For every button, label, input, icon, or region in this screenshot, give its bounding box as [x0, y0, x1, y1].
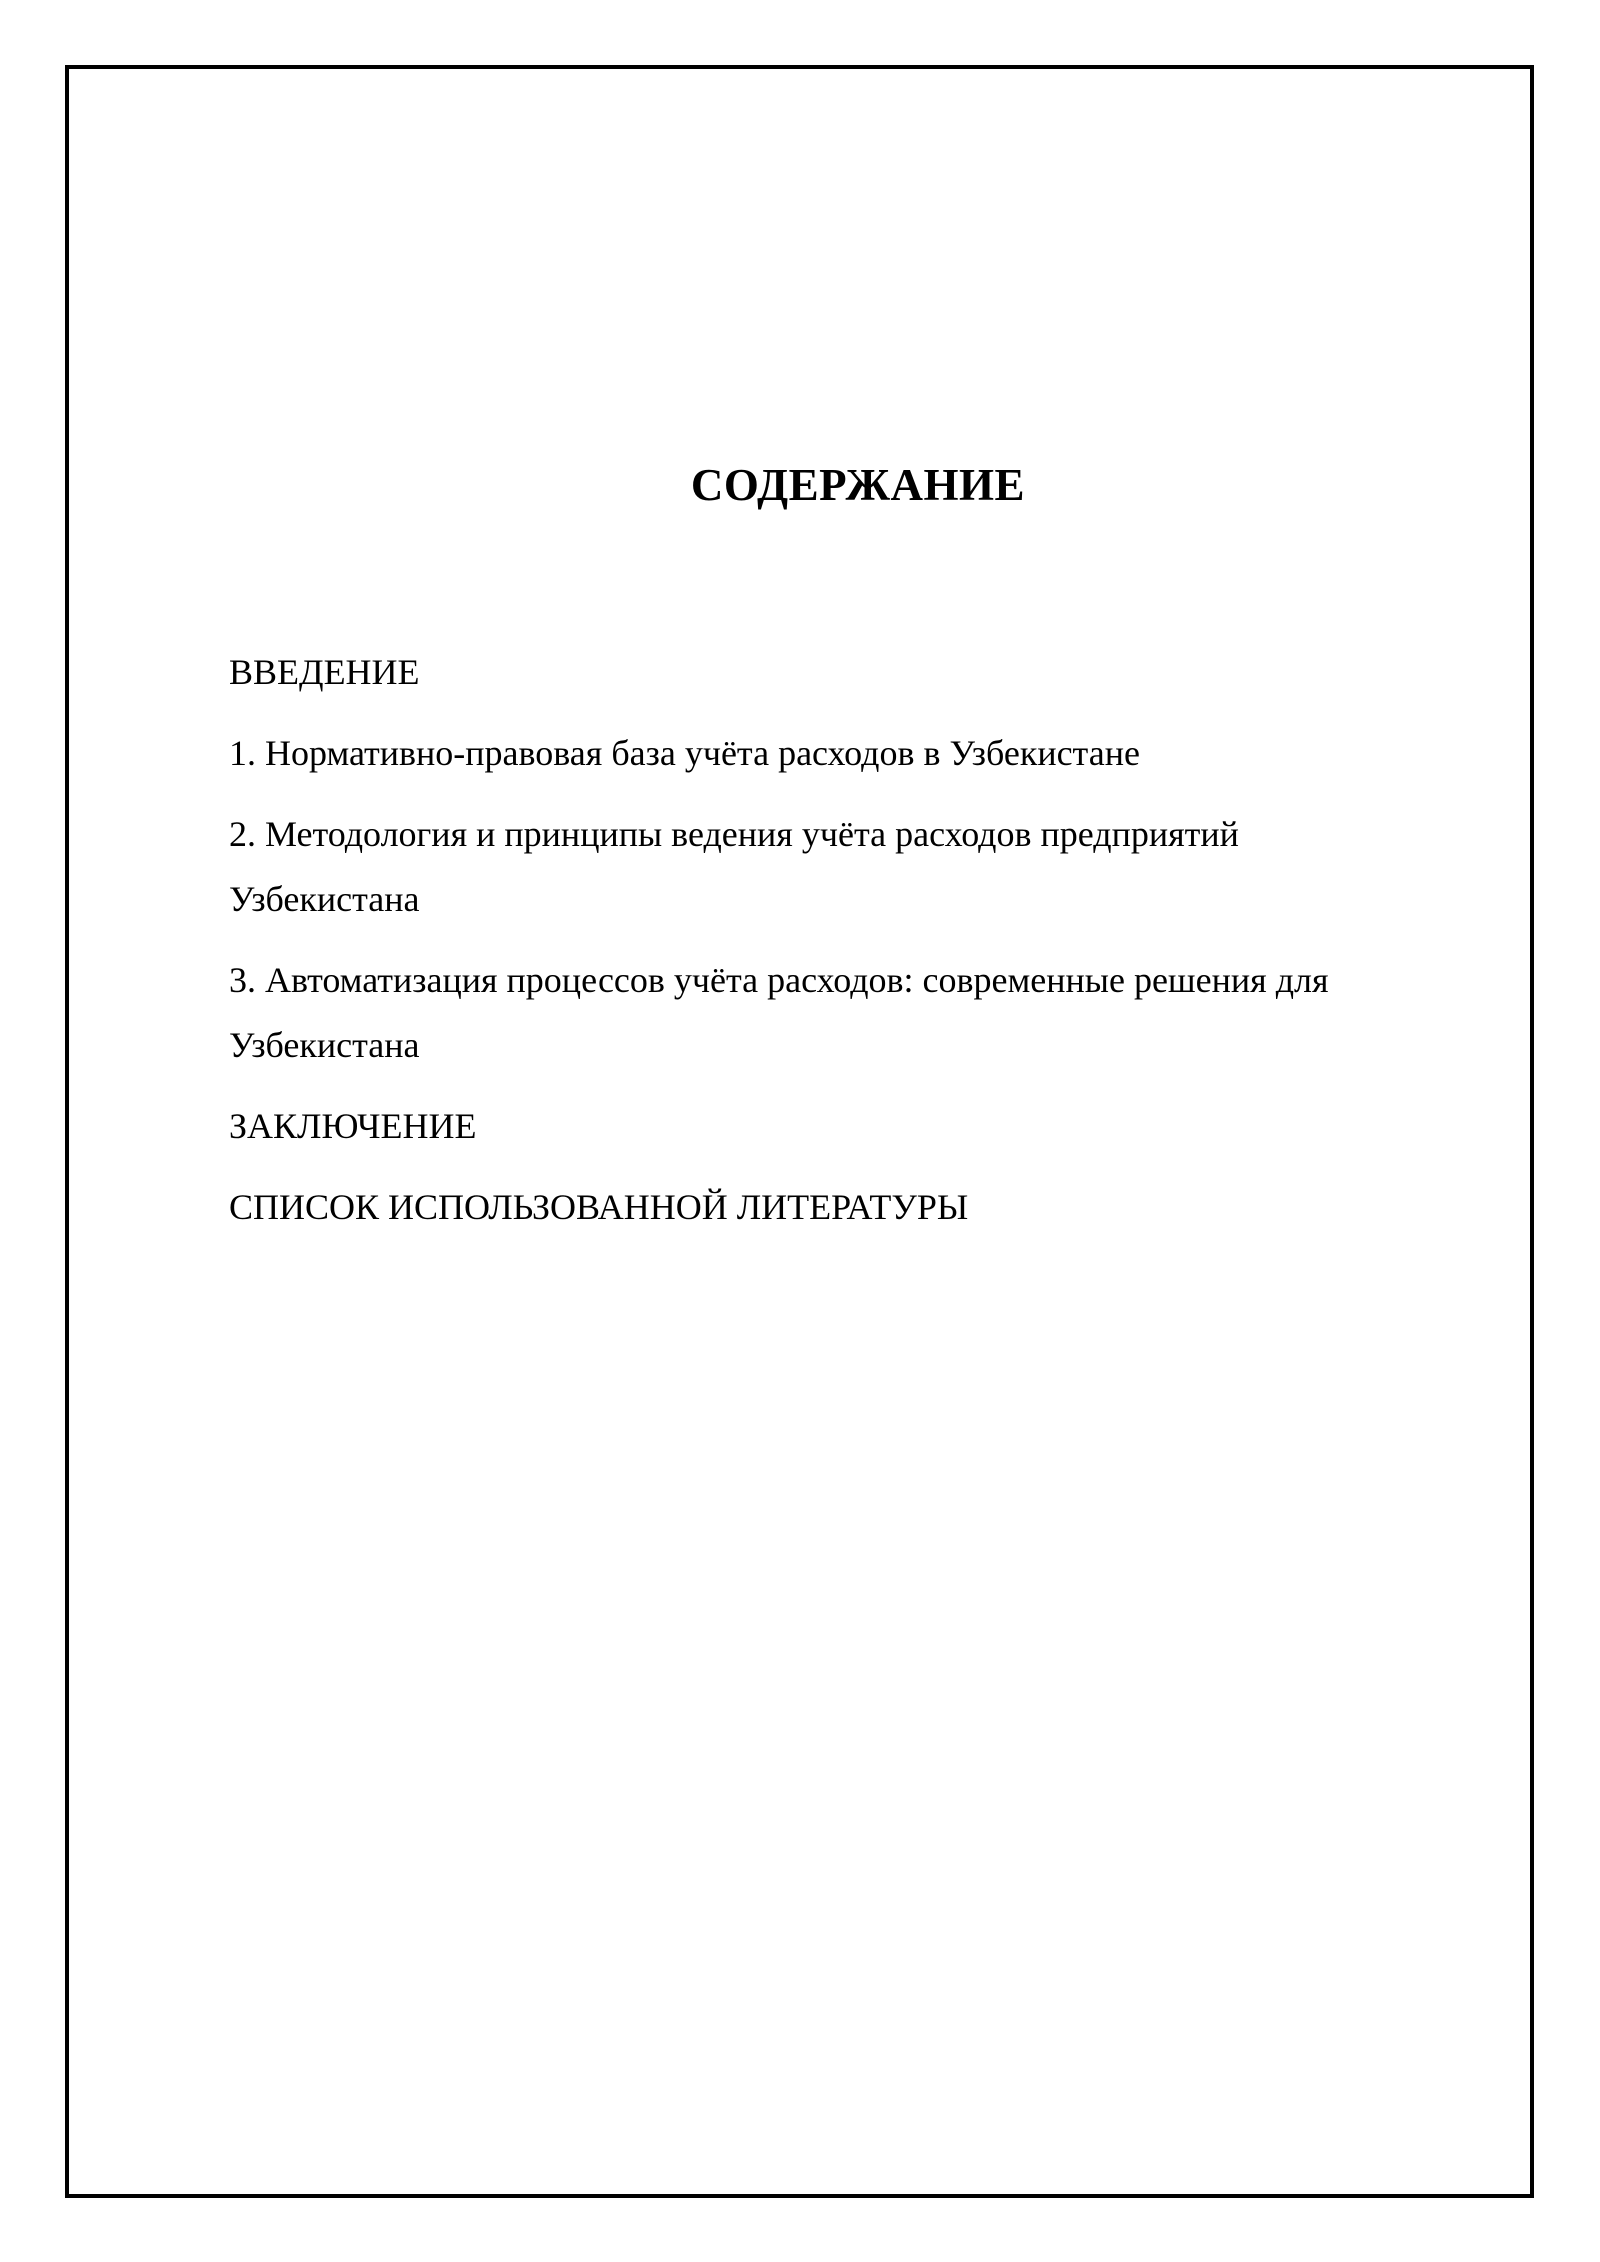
table-of-contents — [229, 640, 1429, 1256]
toc-item-chapter-2: 2. Методология и принципы ведения учёта расходов предприятий Узбекистана — [229, 814, 1239, 919]
toc-item-references: СПИСОК ИСПОЛЬЗОВАННОЙ ЛИТЕРАТУРЫ — [229, 1187, 969, 1227]
toc-item-introduction: ВВЕДЕНИЕ — [229, 652, 420, 692]
page-title: СОДЕРЖАНИЕ — [690, 460, 1026, 510]
toc-item-conclusion: ЗАКЛЮЧЕНИЕ — [229, 1106, 477, 1146]
toc-item-chapter-3: 3. Автоматизация процессов учёта расходов: современные решения для Узбекистана — [229, 960, 1329, 1065]
toc-item-chapter-1: 1. Нормативно-правовая база учёта расходов в Узбекистане — [229, 733, 1140, 773]
